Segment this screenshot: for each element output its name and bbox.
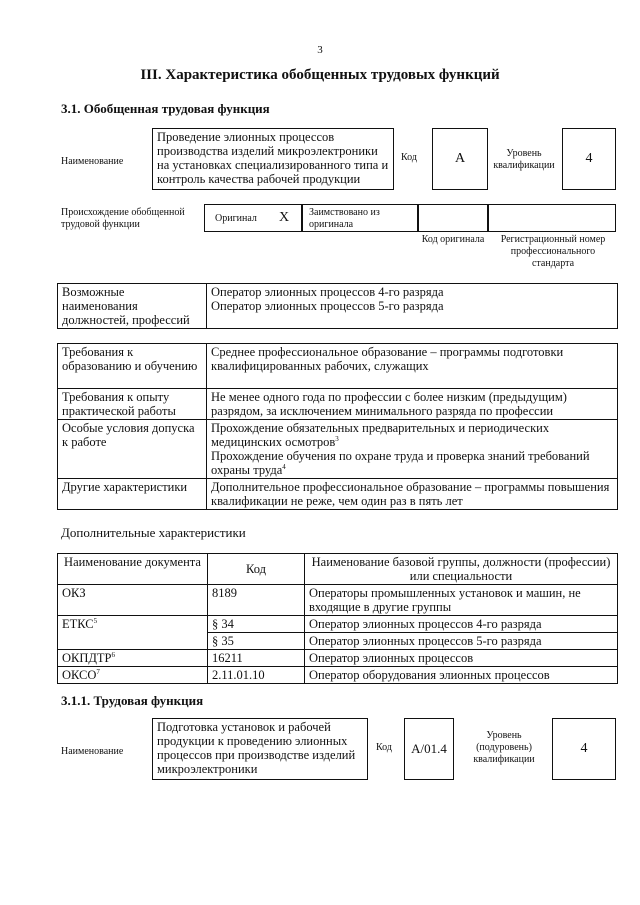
tf-heading: 3.1.1. Трудовая функция [61,693,204,708]
gtf-code-value: A [432,128,488,190]
positions-values [207,284,618,329]
table-row [58,650,618,667]
footnote-ref-6: 6 [111,650,116,659]
position-item: Оператор элионных процессов 5-го разряда [211,299,444,313]
footnote-ref-7: 7 [96,667,100,676]
gtf-name-value: Проведение элионных процессов производства изделий микроэлектроники на установках специализированного типа и контроль качества рабочей продукции [152,128,394,190]
positions-label: Возможные наименования должностей, профессий [58,284,207,329]
origin-label: Происхождение обобщенной трудовой функции [61,207,185,230]
table-row [58,585,618,616]
origin-borrowed-label: Заимствовано из оригинала [309,207,380,230]
origin-reg-number-label: Регистрационный номер профессионального стандарта [500,234,606,269]
additional-heading: Дополнительные характеристики [61,525,246,540]
gtf-level-label: Уровень квалификации [493,148,555,171]
okso-doc: ОКСО$^7$ [58,667,208,684]
origin-original-cell [204,204,302,232]
requirements-table [57,343,618,510]
other-characteristics-value: Дополнительное профессиональное образование – программы повышения квалификации не реже, чем один раз в пять лет [207,479,618,510]
special-conditions-label: Особые условия допуска к работе [58,420,207,479]
gtf-name-label: Наименование [61,156,124,167]
col-doc-header: Наименование документа [58,554,208,585]
footnote-ref-3: 3 [335,434,339,443]
etks-doc: ЕТКС$^5$ [58,616,208,650]
special-condition-2: Прохождение обучения по охране труда и проверка знаний требований охраны труда [211,449,590,477]
etks-name-1: Оператор элионных процессов 4-го разряда [305,616,618,633]
gtf-code-label: Код [401,152,417,163]
okz-doc: ОКЗ [58,585,208,616]
tf-code-value: A/01.4 [404,718,454,780]
okpdtr-doc: ОКПДТР$^6$ [58,650,208,667]
tf-name-value: Подготовка установок и рабочей продукции к проведению элионных процессов при производстве изделий микроэлектроники [152,718,368,780]
okpdtr-code: 16211 [208,650,305,667]
etks-code-2: § 35 [208,633,305,650]
page-number: 3 [317,44,323,56]
table-row [58,667,618,684]
etks-code-1: § 34 [208,616,305,633]
okz-name: Операторы промышленных установок и машин, не входящие в другие группы [305,585,618,616]
etks-name-2: Оператор элионных процессов 5-го разряда [305,633,618,650]
footnote-ref-4: 4 [282,462,286,471]
gtf-heading: 3.1. Обобщенная трудовая функция [61,101,270,116]
additional-table [57,553,618,684]
okso-code: 2.11.01.10 [208,667,305,684]
tf-name-label: Наименование [61,746,124,757]
education-value: Среднее профессиональное образование – программы подготовки квалифицированных рабочих, служащих [207,344,618,389]
origin-borrowed-cell [302,204,418,232]
okpdtr-name: Оператор элионных процессов [305,650,618,667]
special-conditions-value [207,420,618,479]
okz-code: 8189 [208,585,305,616]
section-title: III. Характеристика обобщенных трудовых функций [140,67,500,83]
tf-code-label: Код [376,742,392,753]
gtf-level-value: 4 [562,128,616,190]
table-row [58,616,618,633]
origin-original-mark: X [279,210,290,225]
education-label: Требования к образованию и обучению [58,344,207,389]
position-item: Оператор элионных процессов 4-го разряда [211,285,444,299]
special-condition-1: Прохождение обязательных предварительных и периодических медицинских осмотров [211,421,550,449]
col-name-header: Наименование базовой группы, должности (профессии) или специальности [305,554,618,585]
positions-table [57,283,618,329]
tf-level-value: 4 [552,718,616,780]
footnote-ref-5: 5 [93,616,98,625]
origin-reg-cell [488,204,616,232]
origin-original-label: Оригинал [215,213,257,224]
origin-code-cell [418,204,488,232]
experience-value: Не менее одного года по профессии с более низким (предыдущим) разрядом, за исключением минимального разряда по профессии [207,389,618,420]
origin-code-original-label: Код оригинала [421,234,485,245]
col-code-header: Код [208,554,305,585]
tf-level-label: Уровень (подуровень) квалификации [473,730,535,765]
okso-name: Оператор оборудования элионных процессов [305,667,618,684]
experience-label: Требования к опыту практической работы [58,389,207,420]
other-characteristics-label: Другие характеристики [58,479,207,510]
